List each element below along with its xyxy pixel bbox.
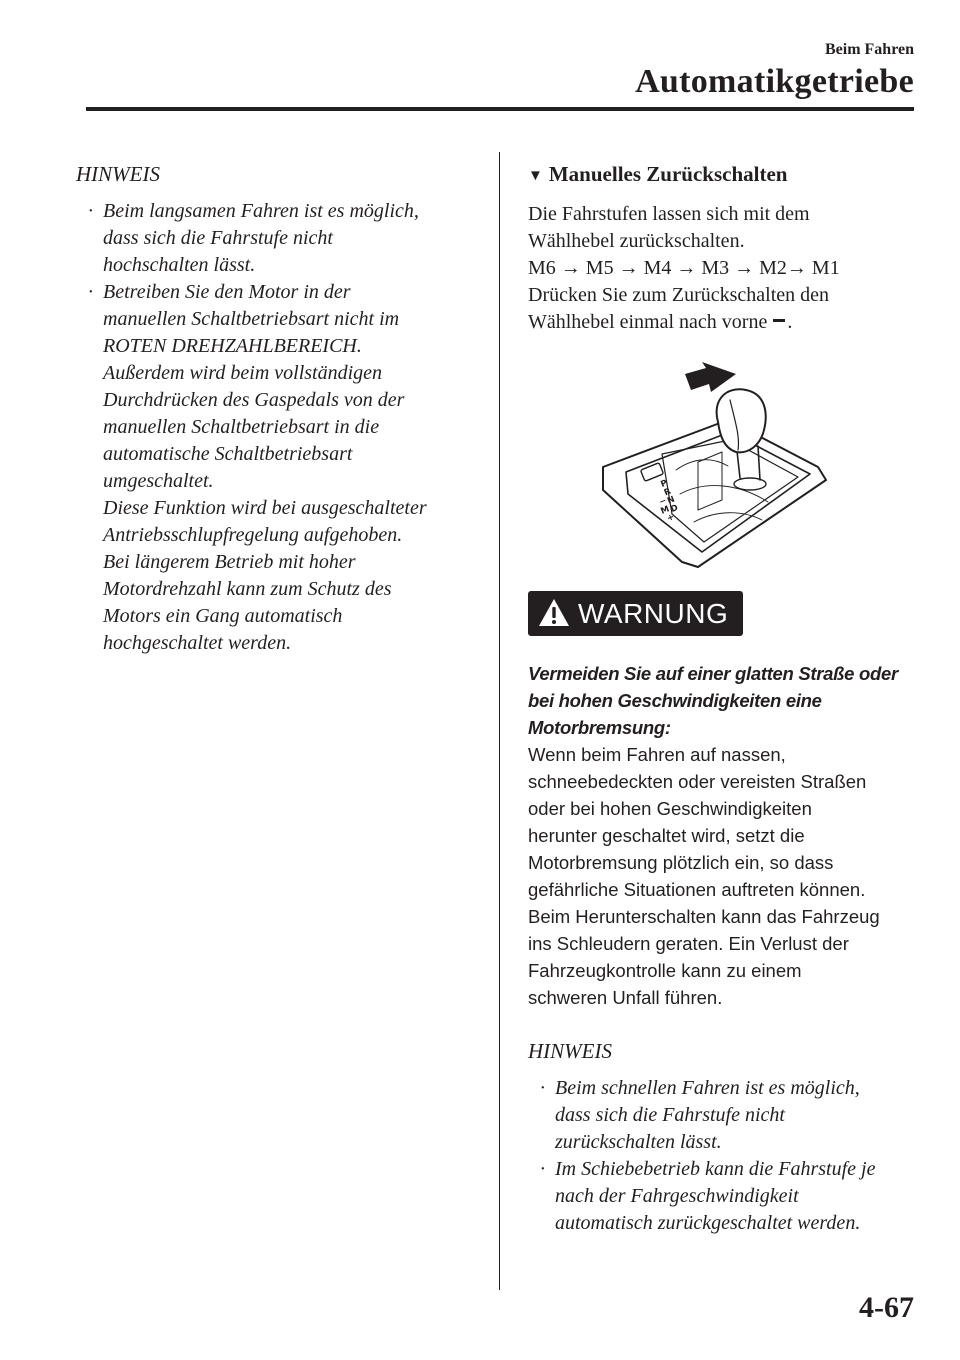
boot-fold — [680, 486, 768, 502]
column-divider — [499, 152, 500, 1290]
note-line: hochschalten lässt. — [103, 254, 256, 276]
gate-slot — [698, 452, 722, 510]
left-column — [76, 160, 476, 657]
note-line: automatisch zurückgeschaltet werden. — [555, 1212, 861, 1234]
note-line: automatische Schaltbetriebsart — [103, 443, 353, 465]
gate-label: M — [659, 504, 672, 517]
boot-fold — [676, 460, 728, 470]
boot — [662, 440, 798, 542]
warning-label: WARNUNG — [578, 598, 729, 629]
lever-base — [734, 478, 766, 490]
note-line: Beim schnellen Fahren ist es möglich, — [555, 1077, 860, 1099]
note-line: Antriebsschlupfregelung aufgehoben. — [103, 524, 403, 546]
page-number: 4-67 — [859, 1291, 914, 1324]
section-heading — [528, 160, 928, 191]
manual-downshift-section — [528, 160, 928, 336]
note-line: Diese Funktion wird bei ausgeschalteter — [103, 497, 427, 519]
note-line: nach der Fahrgeschwindigkeit — [555, 1185, 799, 1207]
chapter-title: Automatikgetriebe — [635, 63, 914, 100]
gate-label: D — [669, 503, 680, 515]
gate-label: R — [662, 486, 673, 499]
note-line: zurückschalten lässt. — [555, 1131, 722, 1153]
gate-label: N — [666, 494, 677, 507]
warning-bold-line: bei hohen Geschwindigkeiten eine — [528, 690, 822, 711]
note-item — [528, 1075, 928, 1156]
bullet-icon: · — [88, 200, 93, 222]
triangle-down-icon: ▼ — [528, 168, 543, 184]
warning-line: Motorbremsung plötzlich ein, so dass — [528, 852, 834, 873]
note-line: ROTEN DREHZAHLBEREICH. — [103, 335, 362, 357]
note-line: Beim langsamen Fahren ist es möglich, — [103, 200, 419, 222]
gate-label: P — [659, 478, 669, 490]
warning-line: Beim Herunterschalten kann das Fahrzeug — [528, 906, 880, 927]
bullet-icon: · — [540, 1077, 545, 1099]
warning-line: oder bei hohen Geschwindigkeiten — [528, 798, 812, 819]
note-item — [528, 1156, 928, 1237]
warning-line: schweren Unfall führen. — [528, 987, 723, 1008]
note-line: Motors ein Gang automatisch — [103, 605, 343, 627]
note-line: Außerdem wird beim vollständigen — [103, 362, 383, 384]
note-title: HINWEIS — [528, 1039, 612, 1063]
warning-bold-line: Vermeiden Sie auf einer glatten Straße oder — [528, 663, 898, 684]
note-line: Bei längerem Betrieb mit hoher — [103, 551, 356, 573]
note-line: manuellen Schaltbetriebsart in die — [103, 416, 380, 438]
warning-triangle-icon — [538, 598, 570, 628]
warning-line: Wenn beim Fahren auf nassen, — [528, 744, 786, 765]
note-title: HINWEIS — [76, 162, 160, 186]
note-line: umgeschaltet. — [103, 470, 214, 492]
body-line: Die Fahrstufen lassen sich mit dem — [528, 203, 810, 225]
minus-icon — [773, 319, 785, 322]
header-rule — [86, 107, 914, 111]
gate-label: − — [657, 495, 669, 508]
note-line: Motordrehzahl kann zum Schutz des — [103, 578, 392, 600]
warning-line: Fahrzeugkontrolle kann zu einem — [528, 960, 802, 981]
note-line: dass sich die Fahrstufe nicht — [555, 1104, 785, 1126]
warning-line: gefährliche Situationen auftreten können. — [528, 879, 866, 900]
console-panel — [603, 420, 826, 567]
bullet-icon: · — [540, 1158, 545, 1180]
note-line: hochgeschaltet werden. — [103, 632, 292, 654]
right-note — [528, 1037, 928, 1237]
section-name: Beim Fahren — [824, 41, 914, 58]
note-item — [76, 279, 476, 657]
shift-sequence: M6 → M5 → M4 → M3 → M2→ M1 — [528, 257, 840, 279]
bullet-icon: · — [88, 281, 93, 303]
note-line: Durchdrücken des Gaspedals von der — [103, 389, 405, 411]
downshift-instructions — [528, 201, 928, 336]
warning-line: herunter geschaltet wird, setzt die — [528, 825, 805, 846]
page-header — [635, 40, 914, 102]
body-line: Drücken Sie zum Zurückschalten den — [528, 284, 830, 306]
note-line: dass sich die Fahrstufe nicht — [103, 227, 333, 249]
note-list — [528, 1075, 928, 1237]
body-line-with-icon: Wählhebel einmal nach vorne . — [528, 311, 793, 333]
warning-bold-line: Motorbremsung: — [528, 717, 671, 738]
gate-label: + — [665, 512, 676, 525]
body-line: Wählhebel zurückschalten. — [528, 230, 745, 252]
section-heading-text: Manuelles Zurückschalten — [548, 162, 788, 186]
lever-knob — [717, 389, 766, 452]
boot-fold — [694, 513, 762, 522]
note-line: Betreiben Sie den Motor in der — [103, 281, 351, 303]
note-list — [76, 198, 476, 657]
warning-badge — [528, 591, 743, 636]
warning-line: schneebedeckten oder vereisten Straßen — [528, 771, 867, 792]
note-line: manuellen Schaltbetriebsart nicht im — [103, 308, 400, 330]
selector-lever-svg — [600, 362, 845, 572]
push-arrow-icon — [685, 362, 736, 392]
note-line: Im Schiebebetrieb kann die Fahrstufe je — [555, 1158, 876, 1180]
warning-text — [528, 660, 928, 1011]
note-item — [76, 198, 476, 279]
gear-selector-illustration — [600, 362, 845, 572]
warning-line: ins Schleudern geraten. Ein Verlust der — [528, 933, 849, 954]
gate-surround — [626, 432, 810, 552]
